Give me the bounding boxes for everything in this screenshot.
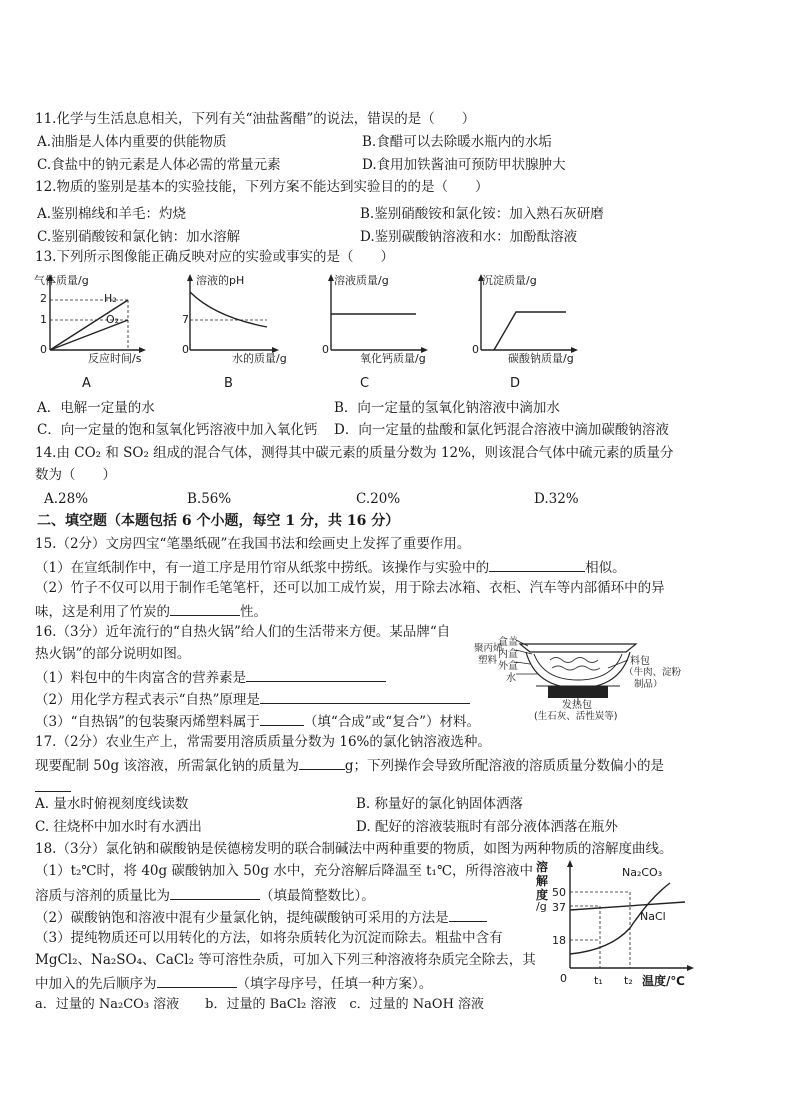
q18-graph-xlabel: 温度/℃ bbox=[642, 974, 685, 988]
q17-part1-tail: g；下列操作会导致所配溶液的溶质质量分数偏小的是 bbox=[344, 758, 665, 774]
q17-part1-text: 现要配制 50g 该溶液，所需氯化钠的质量为 bbox=[35, 758, 299, 774]
q17-option-a: A. 量水时俯视刻度线读数 bbox=[35, 796, 189, 812]
q15-part2-line1: （2）竹子不仅可以用于制作毛笔笔杆，还可以加工成竹炭，用于除去冰箱、衣柜、汽车等内部循环中的异 bbox=[35, 580, 665, 596]
q18-part3-line3 bbox=[35, 973, 432, 993]
q16-stem-line1: 16.（3分）近年流行的“自热火锅”给人们的生活带来方便。某品牌“自 bbox=[35, 624, 451, 640]
q18-blank-3[interactable] bbox=[157, 973, 237, 988]
q13-option-d: D．向一定量的盐酸和氯化钙混合溶液中滴加碳酸钠溶液 bbox=[334, 422, 669, 438]
q15-stem: 15.（2分）文房四宝“笔墨纸砚”在我国书法和绘画史上发挥了重要作用。 bbox=[35, 536, 471, 552]
q18-part3-text: 中加入的先后顺序为 bbox=[35, 976, 157, 992]
q16-fig-lid-label: 盒盖 bbox=[498, 637, 518, 648]
q18-part1-line1: （1）t₂℃时，将 40g 碳酸钠加入 50g 水中，充分溶解后降温至 t₁℃，所得溶液中 bbox=[35, 863, 534, 879]
q18-part2 bbox=[35, 907, 487, 927]
q16-fig-heating-pack-label: 发热包 bbox=[562, 700, 592, 711]
q16-blank-1[interactable] bbox=[246, 667, 386, 682]
q16-fig-pp-label-1: 聚丙烯 bbox=[474, 643, 503, 654]
q16-stem-line2: 热火锅”的部分说明如图。 bbox=[35, 646, 191, 662]
ph-curve bbox=[190, 292, 267, 327]
q15-part2-text: 味，这是利用了竹炭的 bbox=[35, 604, 170, 620]
q16-part3-tail: （填“合成”或“复合”）材料。 bbox=[303, 714, 481, 730]
q13-graph-a-letter: A bbox=[82, 376, 91, 391]
q15-blank-2[interactable] bbox=[170, 601, 240, 616]
q18-graph-nacl-label: NaCl bbox=[640, 910, 666, 923]
q11-option-d: D.食用加铁酱油可预防甲状腺肿大 bbox=[362, 157, 566, 173]
q18-part3-line2: MgCl₂、Na₂SO₄、CaCl₂ 等可溶性杂质，可加入下列三种溶液将杂质完全除去，其 bbox=[35, 952, 536, 968]
q13-stem: 13.下列所示图像能正确反映对应的实验或事实的是（ ） bbox=[35, 249, 394, 265]
q18-part1-text: 溶质与溶剂的质量比为 bbox=[35, 888, 170, 904]
q15-part2-tail: 性。 bbox=[240, 604, 267, 620]
q13-graph-a-h2-label: H₂ bbox=[104, 292, 117, 305]
q16-part3 bbox=[35, 711, 480, 731]
q16-part3-text: （3）“自热锅”的包装聚丙烯塑料属于 bbox=[35, 714, 260, 730]
q18-graph-ylabel-3: 度 bbox=[536, 888, 549, 902]
q15-part1-text: （1）在宣纸制作中，有一道工序是用竹帘从纸浆中捞纸。该操作与实验中的 bbox=[35, 560, 490, 576]
q13-graph-a-o2-label: O₂ bbox=[106, 313, 120, 326]
q16-part2 bbox=[35, 689, 470, 709]
q17-stem: 17.（2分）农业生产上，常需要用溶质质量分数为 16%的氯化钠溶液选种。 bbox=[35, 734, 491, 750]
q12-option-d: D.鉴别碳酸钠溶液和水：加酚酞溶液 bbox=[360, 229, 578, 245]
q18-graph-ylabel-2: 解 bbox=[536, 874, 549, 888]
q13-graph-d-xlabel: 碳酸钠质量/g bbox=[508, 352, 574, 365]
q13-graph-a-origin: 0 bbox=[40, 343, 47, 356]
q13-graph-b-letter: B bbox=[224, 376, 233, 391]
q13-graph-a-xlabel: 反应时间/s bbox=[88, 352, 142, 365]
q16-fig-heating-pack-note: (生石灰、活性炭等) bbox=[534, 711, 618, 722]
q12-option-a: A.鉴别棉线和羊毛：灼烧 bbox=[37, 206, 187, 222]
q14-option-d: D.32% bbox=[534, 491, 579, 507]
q18-solubility-graph bbox=[540, 858, 700, 983]
q18-graph-na2co3-label: Na₂CO₃ bbox=[622, 866, 663, 879]
q13-graph-b-ylabel: 溶液的pH bbox=[196, 274, 245, 287]
q15-part2-line2 bbox=[35, 601, 267, 621]
q16-fig-water-label: 水 bbox=[506, 673, 516, 684]
q15-part1 bbox=[35, 557, 626, 577]
q14-option-a: A.28% bbox=[44, 491, 89, 507]
q17-option-b: B. 称量好的氯化钠固体洒落 bbox=[356, 796, 524, 812]
q16-blank-3[interactable] bbox=[260, 711, 304, 726]
q13-graph-a-ylabel: 气体质量/g bbox=[34, 274, 89, 287]
q14-stem-line2: 数为（ ） bbox=[35, 467, 116, 483]
q16-blank-2[interactable] bbox=[260, 689, 470, 704]
precipitate-line bbox=[494, 312, 566, 350]
q18-graph-ylabel-1: 溶 bbox=[536, 860, 549, 874]
q18-graph-ylabel-4: /g bbox=[536, 900, 547, 913]
q13-graph-c-letter: C bbox=[360, 376, 370, 391]
q18-graph-tick-37: 37 bbox=[552, 901, 566, 914]
q18-stem: 18.（3分）氯化钠和碳酸钠是侯德榜发明的联合制碱法中两种重要的物质，如图为两种物质的溶解度曲线。 bbox=[35, 841, 673, 857]
section-2-title: 二、填空题（本题包括 6 个小题，每空 1 分，共 16 分） bbox=[37, 513, 400, 529]
q11-option-c: C.食盐中的钠元素是人体必需的常量元素 bbox=[37, 157, 281, 173]
q13-option-a: A．电解一定量的水 bbox=[37, 400, 155, 416]
q16-fig-ingredient-note-1: （牛肉、淀粉 bbox=[624, 667, 682, 678]
q13-graph-b-origin: 0 bbox=[182, 343, 189, 356]
q15-blank-1[interactable] bbox=[489, 557, 585, 572]
q11-option-b: B.食醋可以去除暖水瓶内的水垢 bbox=[362, 134, 552, 150]
q16-fig-pp-label-2: 塑料 bbox=[478, 655, 498, 666]
q12-option-b: B.鉴别硝酸铵和氯化铵：加入熟石灰研磨 bbox=[360, 206, 604, 222]
q18-graph-tick-18: 18 bbox=[552, 934, 566, 947]
q11-stem: 11.化学与生活息息相关，下列有关“油盐酱醋”的说法，错误的是（ ） bbox=[35, 111, 476, 127]
q13-graph-b-tick-7: 7 bbox=[182, 313, 189, 326]
q18-graph-t2: t₂ bbox=[624, 974, 633, 987]
q13-graph-c-ylabel: 溶液质量/g bbox=[334, 274, 389, 287]
q18-graph-tick-50: 50 bbox=[552, 886, 566, 899]
q12-option-c: C.鉴别硝酸铵和氯化钠：加水溶解 bbox=[37, 229, 241, 245]
q18-part1-line2 bbox=[35, 885, 375, 905]
q17-option-d: D. 配好的溶液装瓶时有部分液体洒落在瓶外 bbox=[356, 819, 618, 835]
q13-option-b: B．向一定量的氢氧化钠溶液中滴加水 bbox=[334, 400, 560, 416]
q18-blank-2[interactable] bbox=[449, 907, 487, 922]
q18-graph-t1: t₁ bbox=[594, 974, 603, 987]
q13-graph-c-origin: 0 bbox=[322, 343, 329, 356]
q15-part1-tail: 相似。 bbox=[585, 560, 626, 576]
q16-fig-ingredient-pack-label: 料包 bbox=[630, 656, 650, 667]
q16-fig-ingredient-note-2: 制品） bbox=[634, 679, 663, 690]
q14-option-b: B.56% bbox=[187, 491, 232, 507]
q18-reagent-options: a．过量的 Na₂CO₃ 溶液 b．过量的 BaCl₂ 溶液 c．过量的 NaOH 溶液 bbox=[35, 997, 485, 1012]
q14-option-c: C.20% bbox=[356, 491, 401, 507]
q16-part1 bbox=[35, 667, 386, 687]
q13-graph-d-letter: D bbox=[510, 376, 521, 391]
q18-part1-tail: （填最简整数比）。 bbox=[260, 888, 375, 904]
q14-stem-line1: 14.由 CO₂ 和 SO₂ 组成的混合气体，测得其中碳元素的质量分数为 12%，则该混合气体中硫元素的质量分 bbox=[35, 445, 674, 461]
q13-graph-d-origin: 0 bbox=[472, 343, 479, 356]
q16-part1-text: （1）料包中的牛肉富含的营养素是 bbox=[35, 670, 247, 686]
q18-part3-line1: （3）提纯物质还可以用转化的方法，如将杂质转化为沉淀而除去。粗盐中含有 bbox=[35, 930, 503, 946]
q13-graph-d-ylabel: 沉淀质量/g bbox=[482, 274, 537, 287]
q13-graph-c-xlabel: 氧化钙质量/g bbox=[360, 352, 426, 365]
q11-option-a: A.油脂是人体内重要的供能物质 bbox=[37, 134, 227, 150]
q13-graph-b-xlabel: 水的质量/g bbox=[232, 352, 287, 365]
q17-part1 bbox=[35, 755, 664, 775]
q16-part2-text: （2）用化学方程式表示“自热”原理是 bbox=[35, 692, 260, 708]
q13-graph-a-tick-2: 2 bbox=[40, 292, 47, 305]
q17-option-c: C. 往烧杯中加水时有水洒出 bbox=[35, 819, 202, 835]
q17-blank-line bbox=[35, 777, 71, 797]
q18-graph-origin: 0 bbox=[560, 972, 567, 985]
q13-option-c: C．向一定量的饱和氢氧化钙溶液中加入氧化钙 bbox=[37, 422, 318, 438]
q17-blank-2[interactable] bbox=[35, 777, 71, 792]
q13-graph-a-tick-1: 1 bbox=[40, 313, 47, 326]
q12-stem: 12.物质的鉴别是基本的实验技能，下列方案不能达到实验目的的是（ ） bbox=[35, 179, 489, 195]
q17-blank-1[interactable] bbox=[299, 755, 345, 770]
q18-part2-text: （2）碳酸钠饱和溶液中混有少量氯化钠，提纯碳酸钠可采用的方法是 bbox=[35, 910, 449, 926]
q18-blank-1[interactable] bbox=[170, 885, 260, 900]
q16-fig-outer-box-label: 外盒 bbox=[498, 661, 518, 672]
q18-part3-tail: （填字母序号，任填一种方案）。 bbox=[236, 976, 433, 992]
q16-fig-inner-box-label: 内盒 bbox=[498, 649, 518, 660]
